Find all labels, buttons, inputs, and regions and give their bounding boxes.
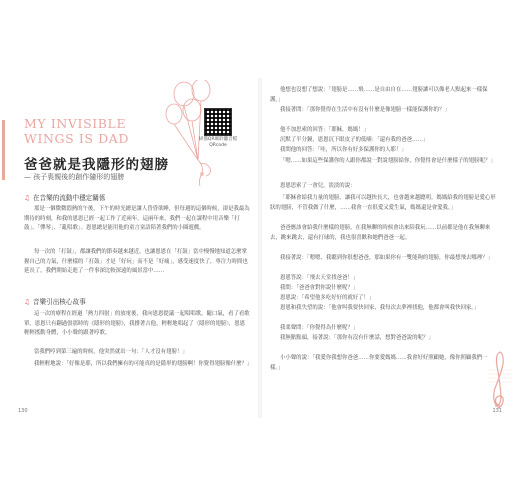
chapter-title: 爸爸就是我隱形的翅膀 (24, 157, 169, 173)
treble-clef-icon (488, 340, 512, 410)
right-paragraph: 沉默了半分鐘，恩恩沉下眼皮子的低喃：「還有我的爸爸……」 (280, 137, 429, 143)
section2-paragraph2: 當我們哼到第三遍的時候，他突然就出一句：「人才沒有翅膀！」 (34, 349, 188, 355)
qr-caption-line2: QRcode (209, 143, 227, 148)
chapter-subtitle: — 孩子喪親後的創作隨形的翅膀 (24, 173, 125, 181)
right-paragraph: 他不加思索的回答：「耶穌，媽媽！」 (280, 127, 369, 133)
right-paragraph: 「耶穌會給我力量的翅膀，讓我可以越快長大，也會越來越聰明。媽媽給我的翅膀是愛心形狀的翅膀，不管我做了什麼，……我會一直很愛又愛生氣，媽媽還是會愛我。」 (270, 195, 496, 211)
right-paragraph: 爸爸應該會給我什麼樣的翅膀，在我無聊的時候會出來陪我玩……以前都是他在我無聊來去，跳來跳去，還有打球的，我也很喜歡和她們爸爸一起。 (270, 225, 491, 241)
qr-caption-line1: 掃描QR碼聆聽音檔 (198, 137, 238, 142)
page-number-right: 131 (492, 408, 502, 414)
english-title-line1: MY INVISIBLE (24, 116, 127, 131)
side-color-band (2, 120, 5, 180)
right-paragraph: 恩恩說：「希望他多吃好好的就好了！」 (280, 295, 375, 301)
right-page (262, 78, 504, 418)
section1-heading-text: 在音樂的流動中穩定關係 (32, 194, 106, 202)
section1-paragraph1: 那是一個微微悶熱的午後，下午的時光總是讓人昏昏欲睡，但每週的這個時候，卻是我最為期待的時刻，和我的恩恩已經一起工作了近兩年。這兩年來，我們一起在課程中用音樂「打鼓」、「彈琴」、「亂唱歌」。恩恩總是能用他的童言童語陪著我們的小圈遊戲。 (24, 206, 250, 231)
section2-paragraph3: 我輕輕地說：「好像是耶，所以我們擁有的可能真的是隱形的翅膀啊！你覺得翅膀像什麼？」 (34, 361, 253, 367)
right-paragraph: 小小聲的說：「我愛你我想你爸爸……你要愛媽媽……我會好好照顧她，像你照顧我們一樣。」 (270, 355, 488, 371)
right-paragraph: 「嗯……如果這些保護你的人跟你都說一對說翅膀給你，你覺得會是什麼樣子的翅膀呢？」 (280, 158, 496, 164)
english-title-line2: WINGS IS DAD (24, 131, 129, 146)
section1-heading (24, 192, 105, 202)
right-paragraph: 我柔聲問：「你覺得為什麼呢？」 (280, 325, 359, 331)
music-note-icon: ♫ (24, 194, 30, 202)
music-note-icon: ♫ (24, 298, 30, 306)
right-paragraph: 我接著問：「那你覺得在生活中有沒有什麼是像翅膀一樣能保護你的？」 (280, 107, 450, 113)
right-paragraph: 恩恩答說：「飛去天堂找爸爸！」 (280, 275, 359, 281)
section2-heading-text: 音樂引出核心故事 (32, 298, 86, 306)
english-title (24, 116, 214, 146)
page-number-left: 130 (18, 408, 28, 414)
right-paragraph: 恩恩和我失望的說：「他會叫我要快回家，我每次去夢裡找他，他都會叫我快回家。」 (280, 305, 480, 311)
right-paragraph: 我無點點頭，接著說：「那你有沒有什麼話，想對爸爸說的呢？」 (280, 335, 434, 341)
right-paragraph: 恩恩思索了一會兒，淡淡的說： (280, 183, 356, 189)
right-paragraph: 我問：「爸爸會對你說什麼呢？」 (280, 285, 359, 291)
section1-paragraph2: 每一次的「打鼓」，都讓我們的節奏越來越近，也讓恩恩在「打鼓」當中慢慢地知道怎麼掌握自己的力氣，什麼樣的「打鼓」才是「好玩」而不是「好痛」，感受速度快了，專注力時間也延長了，我們開始走進了一件事深比較深遠的風景當中…… (24, 249, 248, 274)
section2-heading (24, 296, 86, 306)
section2-paragraph1: 這一次的療程在經過「熱力四射」的放電後，我向恩恩提議一起唱唱歌，隨口氣，看了看歌單，恩恩只有翻過張那時的《隱形的翅膀》，我撐著吉他，輕輕地唱起了〈隱形的翅膀〉，恩恩輕輕搖動身體，小小聲的跟著哼歌。 (24, 311, 250, 336)
right-paragraph: 他想也沒想了想說：「翅膀是……飛……是自由自在……翅膀讓可以像老人點起來一樣保護。」 (270, 87, 488, 103)
right-paragraph: 我接著說：「嗯嗯，我聽到你很想爸爸，那如果你有一雙能夠的翅膀，你最想飛去哪裡？」 (280, 255, 493, 261)
left-page (16, 78, 259, 418)
right-paragraph: 我問他的回答：「哇，所以你有好多保護你的人耶！」 (280, 147, 407, 153)
